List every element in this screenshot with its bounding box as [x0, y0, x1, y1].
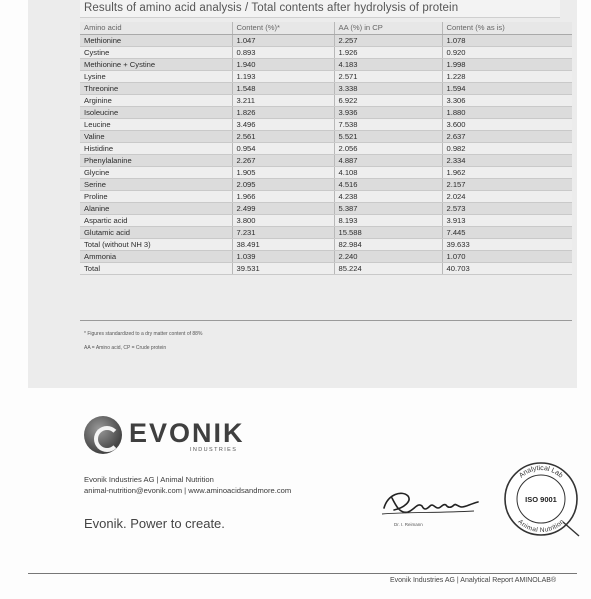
- evonik-logo-icon: [84, 416, 122, 454]
- cell-content: 1.193: [232, 70, 334, 82]
- footer-rule: [28, 573, 577, 574]
- cell-aa-in-cp: 2.257: [334, 34, 442, 46]
- logo-wordmark: EVONIK: [129, 418, 245, 448]
- column-header-content-as-is: Content (% as is): [442, 22, 572, 34]
- cell-content: 2.561: [232, 130, 334, 142]
- cell-content: 1.548: [232, 82, 334, 94]
- cell-content-as-is: 1.594: [442, 82, 572, 94]
- seal-center-text: ISO 9001: [525, 495, 557, 504]
- table-row: [80, 130, 572, 142]
- cell-aa-in-cp: 85.224: [334, 262, 442, 274]
- cell-content-as-is: 40.703: [442, 262, 572, 274]
- cell-content: 1.940: [232, 58, 334, 70]
- column-header-aa-in-cp: AA (%) in CP: [334, 22, 442, 34]
- cell-content-as-is: 2.157: [442, 178, 572, 190]
- cell-content: 3.800: [232, 214, 334, 226]
- cell-content-as-is: 39.633: [442, 238, 572, 250]
- cell-content-as-is: 7.445: [442, 226, 572, 238]
- cell-amino-acid: Glycine: [80, 166, 232, 178]
- cell-amino-acid: Arginine: [80, 94, 232, 106]
- cell-amino-acid: Valine: [80, 130, 232, 142]
- cell-content-as-is: 1.070: [442, 250, 572, 262]
- cell-content: 0.954: [232, 142, 334, 154]
- seal-top-text: Analytical Lab: [518, 464, 565, 480]
- cell-aa-in-cp: 4.238: [334, 190, 442, 202]
- cell-content-as-is: 0.982: [442, 142, 572, 154]
- cell-content-as-is: 3.306: [442, 94, 572, 106]
- footnote-abbreviations: AA = Amino acid, CP = Crude protein: [84, 345, 167, 351]
- table-row: [80, 262, 572, 274]
- cell-aa-in-cp: 4.108: [334, 166, 442, 178]
- cell-aa-in-cp: 3.338: [334, 82, 442, 94]
- cell-content: 2.267: [232, 154, 334, 166]
- cell-aa-in-cp: 8.193: [334, 214, 442, 226]
- table-row: [80, 70, 572, 82]
- cell-content: 2.095: [232, 178, 334, 190]
- table-row: [80, 58, 572, 70]
- cell-amino-acid: Histidine: [80, 142, 232, 154]
- company-line: Evonik Industries AG | Animal Nutrition: [84, 475, 214, 484]
- cell-content-as-is: 3.913: [442, 214, 572, 226]
- cell-amino-acid: Serine: [80, 178, 232, 190]
- cell-content: 38.491: [232, 238, 334, 250]
- table-row: [80, 154, 572, 166]
- tagline: Evonik. Power to create.: [84, 516, 225, 531]
- cell-amino-acid: Proline: [80, 190, 232, 202]
- cell-content-as-is: 1.998: [442, 58, 572, 70]
- table-bottom-rule: [80, 320, 572, 321]
- table-row: [80, 106, 572, 118]
- report-title: Results of amino acid analysis / Total contents after hydrolysis of protein: [84, 2, 459, 14]
- cell-content-as-is: 1.078: [442, 34, 572, 46]
- cell-amino-acid: Leucine: [80, 118, 232, 130]
- cell-content: 3.496: [232, 118, 334, 130]
- table-row: [80, 190, 572, 202]
- table-row: [80, 178, 572, 190]
- cell-amino-acid: Phenylalanine: [80, 154, 232, 166]
- table-row: [80, 238, 572, 250]
- cell-content-as-is: 2.637: [442, 130, 572, 142]
- cell-content: 39.531: [232, 262, 334, 274]
- cell-aa-in-cp: 4.887: [334, 154, 442, 166]
- cell-amino-acid: Ammonia: [80, 250, 232, 262]
- cell-aa-in-cp: 5.387: [334, 202, 442, 214]
- cell-amino-acid: Alanine: [80, 202, 232, 214]
- cell-content-as-is: 2.573: [442, 202, 572, 214]
- cell-content: 1.826: [232, 106, 334, 118]
- cell-content: 7.231: [232, 226, 334, 238]
- footer-text: Evonik Industries AG | Analytical Report AMINOLAB®: [390, 577, 557, 584]
- cell-content-as-is: 1.880: [442, 106, 572, 118]
- cell-aa-in-cp: 2.240: [334, 250, 442, 262]
- table-header-row: [80, 22, 572, 34]
- column-header-content: Content (%)*: [232, 22, 334, 34]
- table-row: [80, 34, 572, 46]
- table-row: [80, 118, 572, 130]
- cell-amino-acid: Total (without NH 3): [80, 238, 232, 250]
- column-header-amino-acid: Amino acid: [80, 22, 232, 34]
- cell-content-as-is: 3.600: [442, 118, 572, 130]
- cell-amino-acid: Isoleucine: [80, 106, 232, 118]
- cell-content-as-is: 1.228: [442, 70, 572, 82]
- cell-aa-in-cp: 7.538: [334, 118, 442, 130]
- table-row: [80, 142, 572, 154]
- signatory-name: Dr. I. Reimann: [394, 522, 423, 527]
- cell-amino-acid: Methionine + Cystine: [80, 58, 232, 70]
- cell-content: 1.047: [232, 34, 334, 46]
- table-row: [80, 226, 572, 238]
- cell-aa-in-cp: 1.926: [334, 46, 442, 58]
- cell-amino-acid: Lysine: [80, 70, 232, 82]
- cell-aa-in-cp: 4.516: [334, 178, 442, 190]
- cell-content: 2.499: [232, 202, 334, 214]
- table-row: [80, 82, 572, 94]
- cell-aa-in-cp: 15.588: [334, 226, 442, 238]
- amino-acid-table: [80, 22, 572, 275]
- cell-aa-in-cp: 6.922: [334, 94, 442, 106]
- cell-content-as-is: 0.920: [442, 46, 572, 58]
- iso-seal-icon: [499, 458, 583, 538]
- table-row: [80, 250, 572, 262]
- table-row: [80, 94, 572, 106]
- cell-aa-in-cp: 5.521: [334, 130, 442, 142]
- cell-amino-acid: Aspartic acid: [80, 214, 232, 226]
- cell-amino-acid: Threonine: [80, 82, 232, 94]
- table-row: [80, 46, 572, 58]
- table-body: [80, 34, 572, 274]
- table-row: [80, 214, 572, 226]
- cell-aa-in-cp: 82.984: [334, 238, 442, 250]
- footnote-dry-matter: * Figures standardized to a dry matter content of 88%: [84, 331, 203, 337]
- table-row: [80, 166, 572, 178]
- cell-amino-acid: Methionine: [80, 34, 232, 46]
- cell-aa-in-cp: 3.936: [334, 106, 442, 118]
- seal-bottom-text: Animal Nutrition: [516, 518, 566, 535]
- cell-content: 1.966: [232, 190, 334, 202]
- cell-amino-acid: Total: [80, 262, 232, 274]
- cell-content-as-is: 1.962: [442, 166, 572, 178]
- cell-amino-acid: Glutamic acid: [80, 226, 232, 238]
- cell-aa-in-cp: 2.571: [334, 70, 442, 82]
- cell-aa-in-cp: 2.056: [334, 142, 442, 154]
- handwritten-signature-icon: [378, 484, 488, 520]
- contact-line: animal-nutrition@evonik.com | www.aminoacidsandmore.com: [84, 486, 292, 495]
- cell-aa-in-cp: 4.183: [334, 58, 442, 70]
- cell-amino-acid: Cystine: [80, 46, 232, 58]
- cell-content: 1.905: [232, 166, 334, 178]
- table-row: [80, 202, 572, 214]
- cell-content-as-is: 2.334: [442, 154, 572, 166]
- cell-content-as-is: 2.024: [442, 190, 572, 202]
- logo-subtitle: INDUSTRIES: [190, 447, 238, 453]
- cell-content: 0.893: [232, 46, 334, 58]
- cell-content: 3.211: [232, 94, 334, 106]
- cell-content: 1.039: [232, 250, 334, 262]
